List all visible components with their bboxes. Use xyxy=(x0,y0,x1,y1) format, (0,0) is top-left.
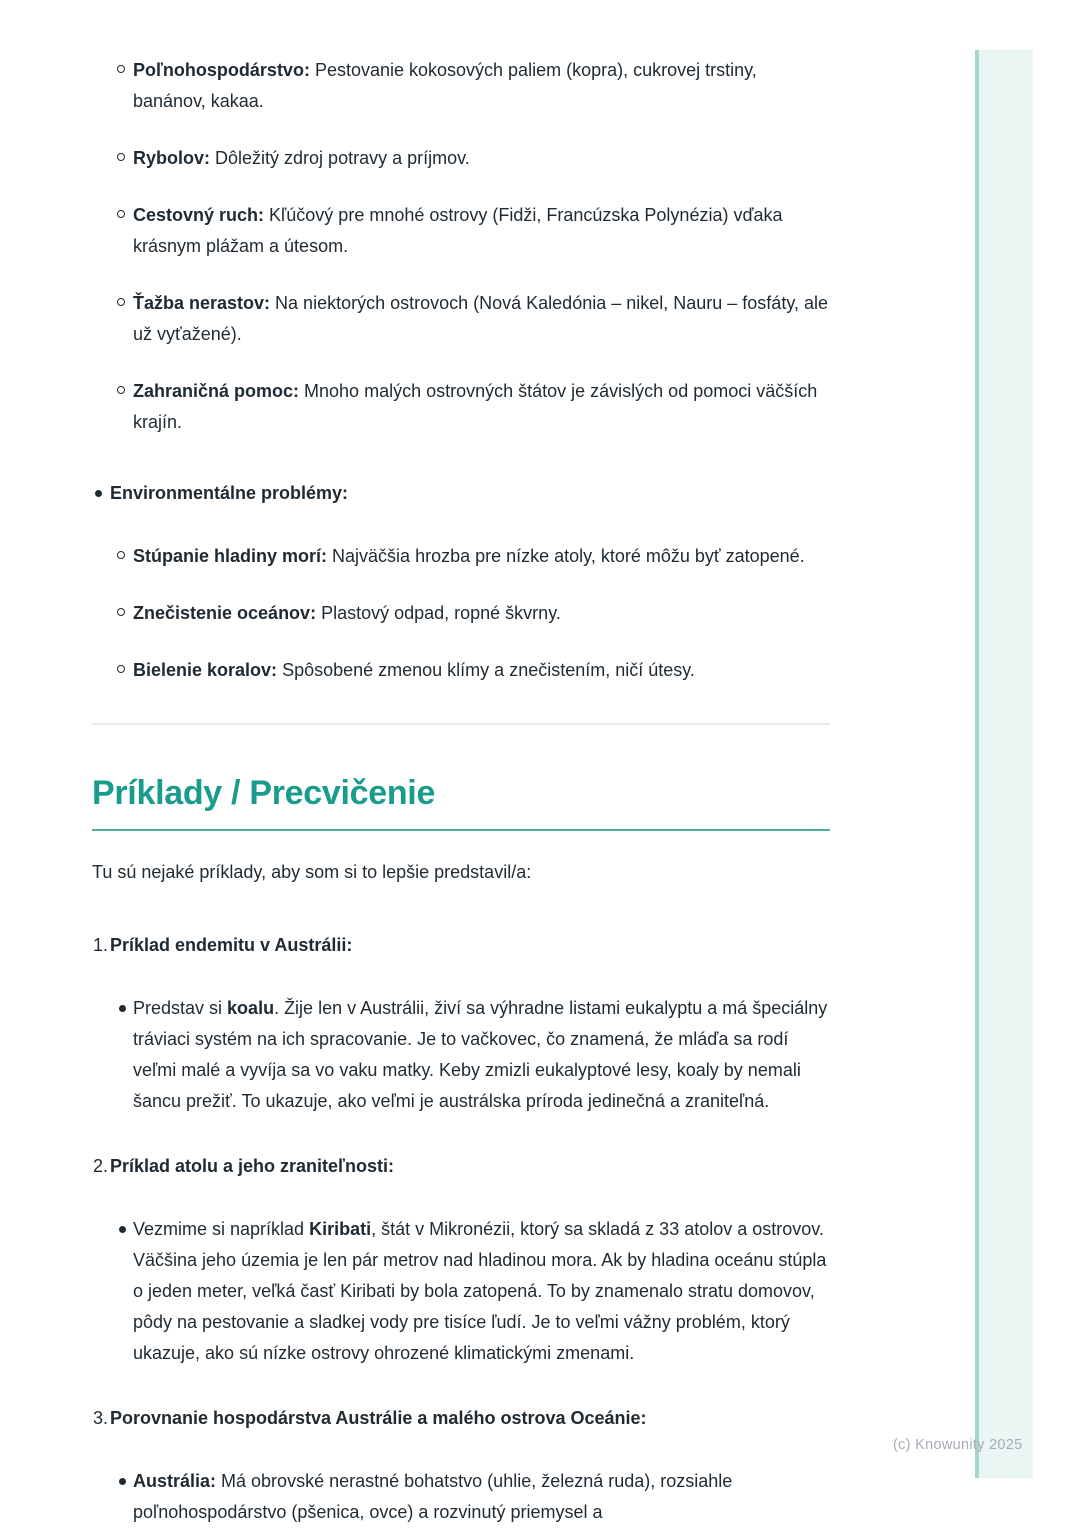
numbered-item-head xyxy=(92,1403,830,1434)
circle-bullet-icon xyxy=(117,153,125,161)
intro-paragraph: Tu sú nejaké príklady, aby som si to lepšie predstavil/a: xyxy=(92,862,532,882)
numbered-item-head xyxy=(92,1151,830,1182)
watermark: (c) Knowunity 2025 xyxy=(893,1437,1023,1453)
term-text: Plastový odpad, ropné škvrny. xyxy=(316,603,561,623)
term-label: Zahraničná pomoc: xyxy=(133,381,300,401)
item-title: Príklad endemitu v Austrálii: xyxy=(110,935,353,955)
circle-bullet-icon xyxy=(117,608,125,616)
term-label: Stúpanie hladiny morí: xyxy=(133,546,328,566)
disc-bullet-icon xyxy=(119,1478,126,1485)
item-number: 2. xyxy=(93,1156,109,1176)
list-item xyxy=(92,200,830,262)
circle-bullet-icon xyxy=(117,551,125,559)
numbered-item-head xyxy=(92,930,830,961)
item-title: Príklad atolu a jeho zraniteľnosti: xyxy=(110,1156,394,1176)
numbered-item xyxy=(92,930,830,1117)
numbered-item xyxy=(92,1151,830,1369)
term-label: Cestovný ruch: xyxy=(133,205,265,225)
term-text: Mnoho malých ostrovných štátov je závislých od pomoci väčších krajín. xyxy=(133,381,818,432)
examples-numbered-list xyxy=(92,930,830,1528)
disc-bullet-icon xyxy=(95,490,102,497)
term-label: Rybolov: xyxy=(133,148,211,168)
numbered-item xyxy=(92,1403,830,1528)
term-text: Na niektorých ostrovoch (Nová Kaledónia – nikel, Nauru – fosfáty, ale už vyťažené). xyxy=(133,293,829,344)
item-number: 3. xyxy=(93,1408,109,1428)
term-text: Dôležitý zdroj potravy a príjmov. xyxy=(210,148,470,168)
term-text: Pestovanie kokosových paliem (kopra), cukrovej trstiny, banánov, kakaa. xyxy=(133,60,757,111)
term-label: Poľnohospodárstvo: xyxy=(133,60,310,80)
economy-bullet-list xyxy=(92,55,830,438)
section-heading: Príklady / Precvičenie xyxy=(92,771,830,831)
circle-bullet-icon xyxy=(117,298,125,306)
env-problems-header xyxy=(92,478,830,509)
notes-content xyxy=(92,55,830,1528)
env-header-label: Environmentálne problémy: xyxy=(110,483,349,503)
list-item xyxy=(92,655,830,686)
list-item xyxy=(92,55,830,117)
term-label: Bielenie koralov: xyxy=(133,660,278,680)
disc-bullet-icon xyxy=(119,1226,126,1233)
example-bullet xyxy=(92,1466,830,1528)
circle-bullet-icon xyxy=(117,210,125,218)
rich-text: Predstav si koalu. Žije len v Austrálii, živí sa výhradne listami eukalyptu a má špeciálny tráviaci systém na ich spracovanie. Je to vačkovec, čo znamená, že mláďa sa rodí veľmi malé a vyvíja sa vo vaku matky. Keby zmizli eukalyptové lesy, koaly by nemali šancu prežiť. To ukazuje, ako veľmi je austrálska príroda jedinečná a zraniteľná. xyxy=(133,998,828,1111)
example-bullets xyxy=(92,1466,830,1528)
rich-text: Vezmime si napríklad Kiribati, štát v Mikronézii, ktorý sa skladá z 33 atolov a ostrovov. Väčšina jeho územia je len pár metrov nad hladinou mora. Ak by hladina oceánu stúpla o jeden meter, veľká časť Kiribati by bola zatopená. To by znamenalo stratu domovov, pôdy na pestovanie a sladkej vody pre tisíce ľudí. Je to veľmi vážny problém, ktorý ukazuje, ako sú nízke ostrovy ohrozené klimatickými zmenami. xyxy=(133,1219,827,1363)
list-item xyxy=(92,376,830,438)
term-text: Najväčšia hrozba pre nízke atoly, ktoré môžu byť zatopené. xyxy=(327,546,805,566)
disc-bullet-icon xyxy=(119,1005,126,1012)
circle-bullet-icon xyxy=(117,665,125,673)
list-item xyxy=(92,598,830,629)
item-title: Porovnanie hospodárstva Austrálie a malého ostrova Oceánie: xyxy=(110,1408,647,1428)
list-item xyxy=(92,143,830,174)
example-bullet xyxy=(92,993,830,1117)
section-divider xyxy=(92,723,830,725)
term-text: Kľúčový pre mnohé ostrovy (Fidži, Francúzska Polynézia) vďaka krásnym plážam a útesom. xyxy=(133,205,783,256)
rich-text: Austrália: Má obrovské nerastné bohatstvo (uhlie, železná ruda), rozsiahle poľnohospodárstvo (pšenica, ovce) a rozvinutý priemysel a xyxy=(133,1471,733,1522)
circle-bullet-icon xyxy=(117,386,125,394)
item-number: 1. xyxy=(93,935,109,955)
example-bullets xyxy=(92,993,830,1117)
page-edge-accent-bar xyxy=(975,50,1033,1478)
example-bullets xyxy=(92,1214,830,1369)
circle-bullet-icon xyxy=(117,65,125,73)
term-label: Znečistenie oceánov: xyxy=(133,603,317,623)
list-item xyxy=(92,541,830,572)
example-bullet xyxy=(92,1214,830,1369)
list-item xyxy=(92,288,830,350)
env-bullet-list xyxy=(92,541,830,686)
term-label: Ťažba nerastov: xyxy=(133,293,271,313)
term-text: Spôsobené zmenou klímy a znečistením, ničí útesy. xyxy=(277,660,695,680)
